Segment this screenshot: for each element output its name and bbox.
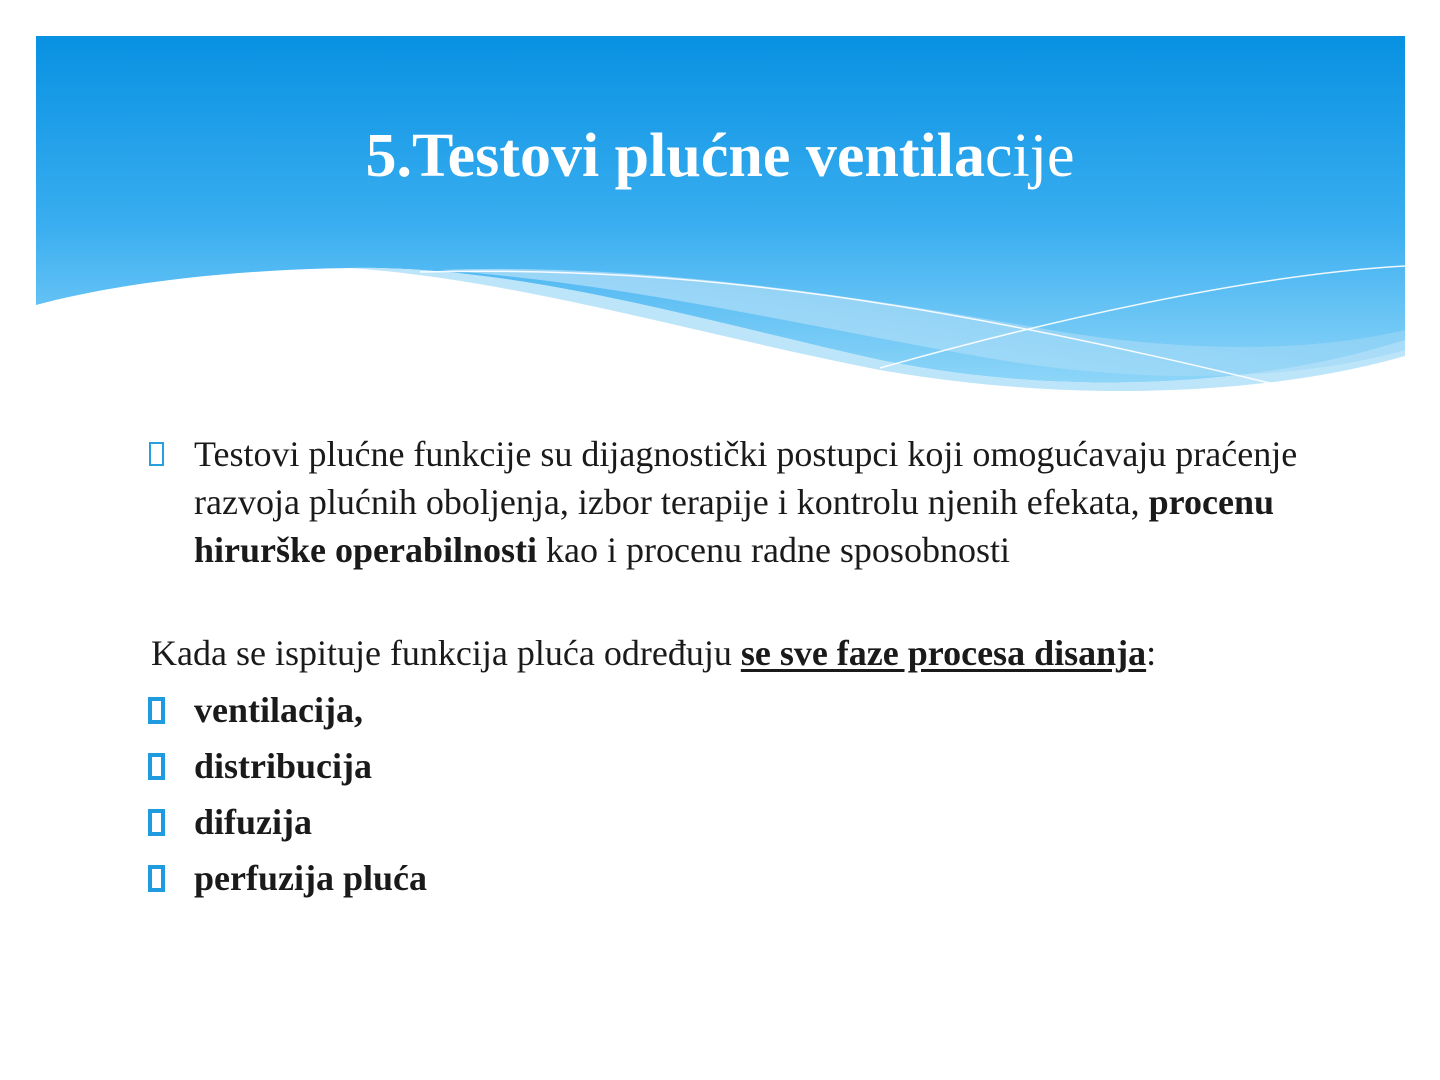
phases-intro-line	[151, 629, 1401, 677]
square-outline-bullet-icon	[148, 753, 165, 780]
phase-item-ventilation: ventilacija,	[194, 690, 363, 730]
intro-text-1: Testovi plućne funkcije su dijagnostički postupci koji omogućavaju praćenje razvoja plućnih oboljenja, izbor terapije i kontrolu njenih efekata,	[194, 434, 1298, 522]
square-outline-bullet-icon	[149, 442, 164, 466]
phase-item-distribution: distribucija	[194, 746, 373, 786]
title-bold-part: 5.Testovi plućne ventila	[365, 122, 985, 190]
intro-paragraph	[194, 430, 1324, 574]
square-outline-bullet-icon	[148, 697, 165, 724]
phase-item-diffusion: difuzija	[194, 802, 313, 842]
intro-text-bold: procenu hirurške operabilnosti	[194, 482, 1275, 570]
square-outline-bullet-icon	[148, 809, 165, 836]
phase-item-perfusion: perfuzija pluća	[194, 858, 427, 898]
phases-intro-text: Kada se ispituje funkcija pluća određuju	[151, 633, 741, 673]
title-normal-part: cije	[985, 122, 1075, 190]
phases-intro-suffix: :	[1146, 633, 1157, 673]
square-outline-bullet-icon	[148, 865, 165, 892]
intro-text-2: kao i procenu radne sposobnosti	[537, 530, 1010, 570]
phases-intro-emphasis: se sve faze procesa disanja	[740, 633, 1147, 673]
